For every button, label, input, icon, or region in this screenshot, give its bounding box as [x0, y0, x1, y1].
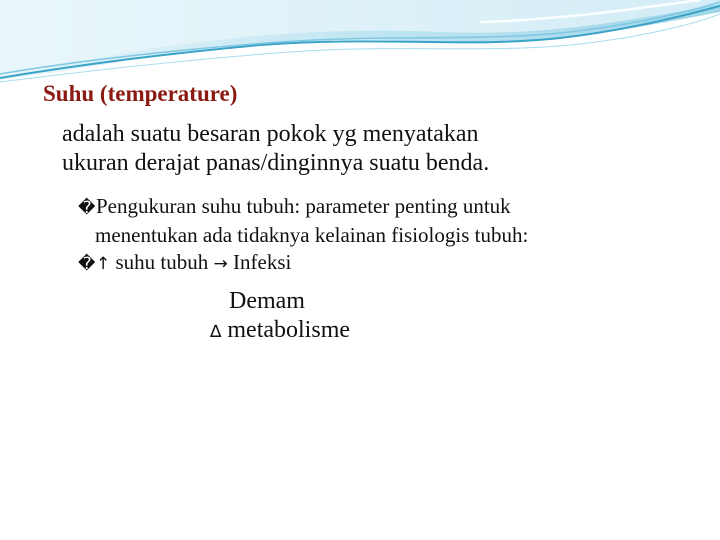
sub-point-measurement	[78, 193, 528, 222]
up-arrow-icon: ↑	[96, 254, 111, 274]
definition-text	[62, 120, 489, 178]
delta-icon: ∆	[210, 322, 222, 342]
definition-line-2: ukuran derajat panas/dinginnya suatu benda.	[62, 150, 490, 176]
sub-point-line-3b: Infeksi	[227, 250, 292, 274]
bullet-glyph: �	[78, 198, 96, 218]
slide-title: Suhu (temperature)	[43, 81, 238, 106]
header-wave-decoration	[0, 0, 720, 90]
sub-point-line-2: menentukan ada tidaknya kelainan fisiologis tubuh:	[95, 223, 529, 247]
sub-point-fever	[78, 249, 528, 278]
sub-point-line-1: Pengukuran suhu tubuh: parameter penting untuk	[96, 194, 511, 218]
bullet-glyph: �	[78, 254, 96, 274]
sub-points	[78, 193, 528, 278]
effect-demam: Demam	[229, 288, 305, 314]
right-arrow-icon: →	[213, 254, 228, 274]
effect-metabolisme-label: metabolisme	[221, 317, 351, 343]
definition-line-1: adalah suatu besaran pokok yg menyatakan	[62, 121, 479, 147]
sub-point-line-3a: suhu tubuh	[110, 250, 214, 274]
effect-metabolisme	[210, 316, 350, 347]
